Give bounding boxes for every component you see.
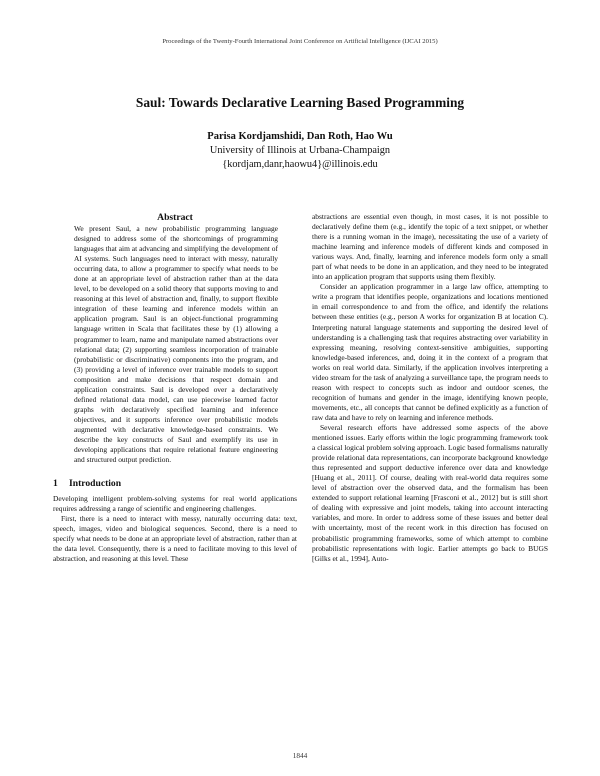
body-paragraph: abstractions are essential even though, in most cases, it is not possible to declaratively define them (e.g., identify the topic of a text snippet, or whether there is a running woman in the image), necessitating the use of a variety of machine learning and inference models of different kinds and composed in various ways. And, finally, learning and inference models form only a small part of what needs to be done in an application, and they need to be integrated into an application program that supports using them flexibly. <box>312 212 548 282</box>
author-list: Parisa Kordjamshidi, Dan Roth, Hao Wu <box>207 131 393 142</box>
proceedings-header: Proceedings of the Twenty-Fourth International Joint Conference on Artificial Intelligence (IJCAI 2015) <box>162 38 438 45</box>
section-title: Introduction <box>69 478 122 490</box>
abstract-text: We present Saul, a new probabilistic programming language designed to address some of the shortcomings of programming languages that aim at advancing and simplifying the development of AI systems. Such languages need to interact with messy, naturally occurring data, to allow a programmer to specify what needs to be done at an appropriate level of abstraction rather than at the data level, to be developed on a solid theory that supports moving to and reasoning at this level of abstraction and, finally, to support flexible integration of these learning and inference models within an application program. Saul is an object-functional programming language written in Scala that facilitates these by (1) allowing a programmer to learn, name and manipulate named abstractions over relational data; (2) supporting seamless incorporation of trainable (probabilistic or discriminative) components into the program, and (3) providing a level of inference over trainable models to support composition and make decisions that respect domain and application constraints. Saul is developed over a declaratively defined relational data model, can use piecewise learned factor graphs with declaratively specified learning and inference objectives, and it supports inference over probabilistic models augmented with declarative knowledge-based constraints. We describe the key constructs of Saul and exemplify its use in developing applications that require relational feature engineering and structured output prediction. <box>74 224 278 465</box>
page-number: 1844 <box>292 751 308 760</box>
intro-paragraph: Developing intelligent problem-solving systems for real world applications requires addressing a range of scientific and engineering challenges. <box>53 494 297 514</box>
body-paragraph: Consider an application programmer in a large law office, attempting to write a program that identifies people, organizations and locations mentioned in email correspondence to and from the office, and identify the relations between these entities (e.g., person A works for organization B at location C). Interpreting natural language statements and supporting the desired level of understanding is a challenging task that requires abstracting over variability in expressing meaning, resolving context-sensitive ambiguities, supporting knowledge-based inferences, and, doing it in the context of a program that works on real world data. Similarly, if the application involves interpreting a video stream for the task of analyzing a surveillance tape, the program needs to reason with respect to concepts such as indoor and outdoor scenes, the recognition of humans and gender in the image, identifying known people, movements, etc., all concepts that cannot be defined explicitly as a function of raw data and have to rely on learning and inference methods. <box>312 282 548 422</box>
right-column <box>312 212 548 564</box>
left-column <box>53 212 297 564</box>
section-number: 1 <box>53 478 58 490</box>
paper-title: Saul: Towards Declarative Learning Based Programming <box>135 95 465 110</box>
body-paragraph: Several research efforts have addressed some aspects of the above mentioned issues. Early efforts within the logic programming framework took a classical logical problem solving approach. Logic based formalisms naturally provide relational data representations, can incorporate background knowledge thus represented and support deductive inference over data and knowledge [Huang et al., 2011]. Of course, dealing with real-world data requires some level of abstraction over the observed data, and the formalism has been extended to support relational learning [Frasconi et al., 2012] but is still short of dealing with expressive and joint models, taking into account interacting variables, and more. In order to address some of these issues and better deal with uncertainty, most of the recent work in this direction has focused on probabilistic programming frameworks, some of which attempt to combine probabilistic representations with logic. Earlier attempts go back to BUGS [Gilks et al., 1994], Auto- <box>312 422 548 563</box>
abstract-heading: Abstract <box>157 212 193 223</box>
intro-paragraph: First, there is a need to interact with messy, naturally occurring data: text, speech, images, video and biological sequences. Second, there is a need to specify what needs to be done at an appropriate level of abstraction, rather than at the data level. Consequently, there is a need to facilitate moving to this level of abstraction, and reasoning at this level. These <box>53 514 297 564</box>
author-emails: {kordjam,danr,haowu4}@illinois.edu <box>222 159 378 170</box>
affiliation: University of Illinois at Urbana-Champaign <box>209 145 391 156</box>
section-heading-introduction <box>53 478 297 490</box>
